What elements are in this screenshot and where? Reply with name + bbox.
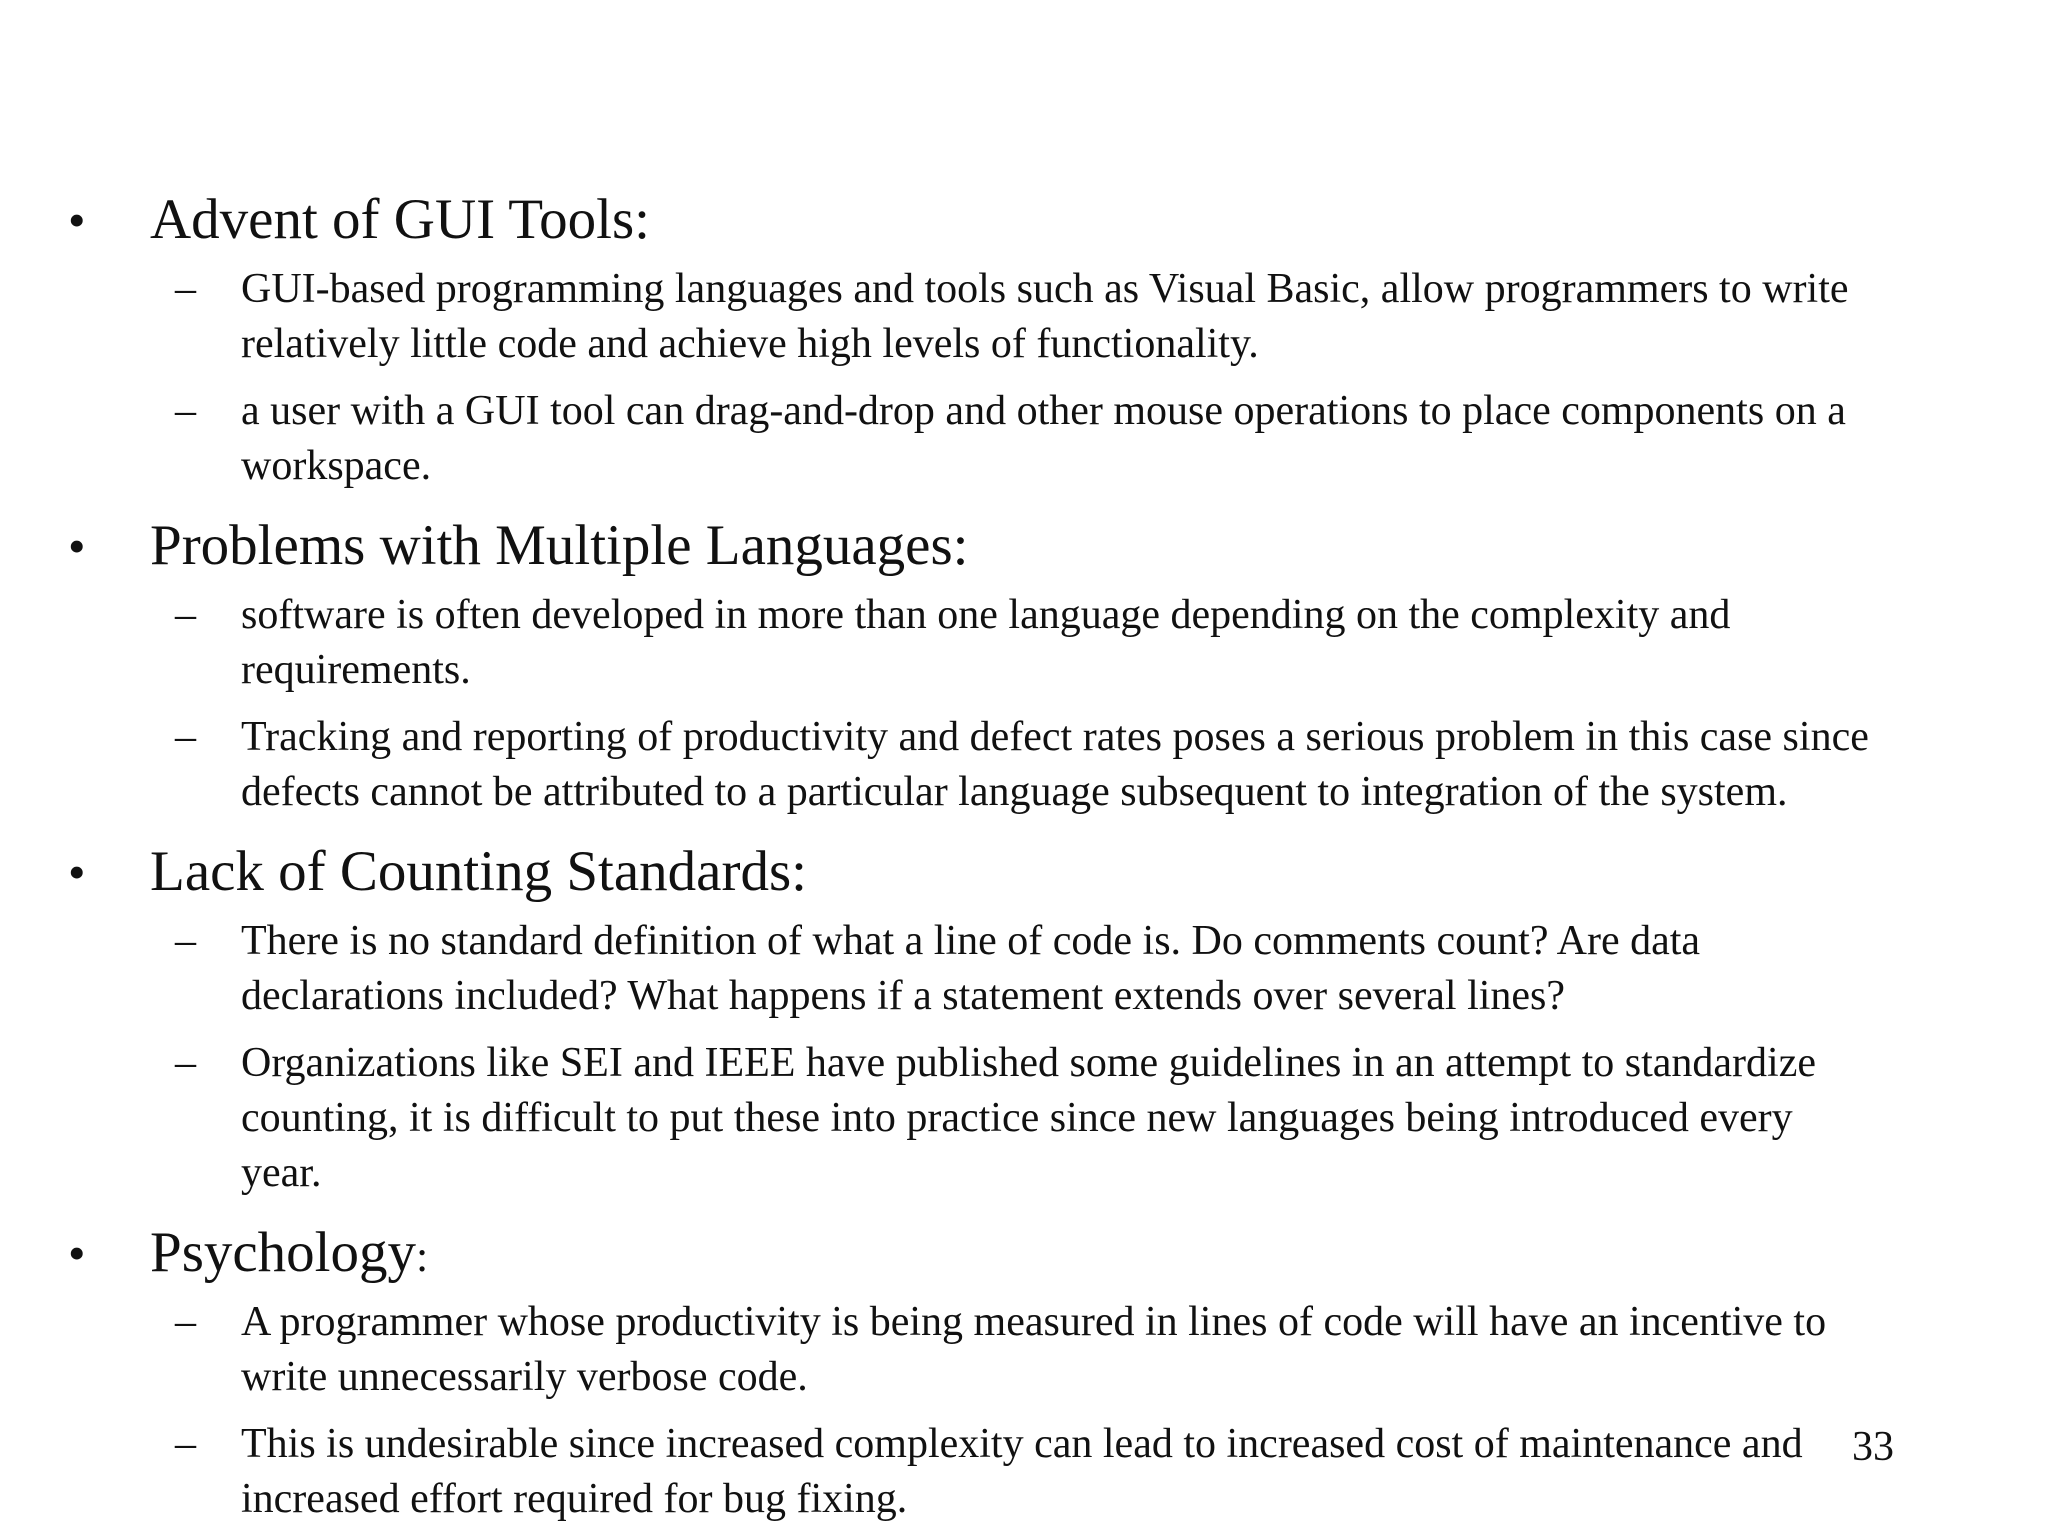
sub-list	[0, 586, 2048, 820]
bullet-problems-with-multiple-languages	[0, 506, 2048, 820]
sub-item	[0, 1295, 2048, 1405]
sub-item-line: requirements.	[241, 647, 471, 693]
sub-item	[0, 710, 2048, 820]
sub-item-line: increased effort required for bug fixing.	[241, 1476, 908, 1522]
bullet-heading: Psychology	[150, 1221, 417, 1284]
sub-item-line: workspace.	[241, 443, 432, 489]
sub-item	[0, 262, 2048, 372]
sub-list	[0, 912, 2048, 1201]
sub-item	[0, 1417, 2048, 1527]
bullet-heading: Advent of GUI Tools:	[150, 188, 651, 251]
sub-item-line: software is often developed in more than one language depending on the complexity and	[241, 592, 1731, 638]
sub-item	[0, 914, 2048, 1024]
sub-list	[0, 260, 2048, 494]
dash-icon: –	[175, 1299, 196, 1345]
sub-item-line: relatively little code and achieve high levels of functionality.	[241, 321, 1259, 367]
sub-item-line: counting, it is difficult to put these into practice since new languages being introduced every	[241, 1095, 1793, 1141]
sub-item	[0, 588, 2048, 698]
sub-item-line: a user with a GUI tool can drag-and-drop and other mouse operations to place components on a	[241, 388, 1846, 434]
bullet-dot-icon: •	[68, 1225, 86, 1281]
bullet-heading: Problems with Multiple Languages:	[150, 514, 969, 577]
bullet-dot-icon: •	[68, 844, 86, 900]
sub-item	[0, 384, 2048, 494]
dash-icon: –	[175, 714, 196, 760]
sub-item-line: defects cannot be attributed to a particular language subsequent to integration of the system.	[241, 769, 1788, 815]
sub-item-line: There is no standard definition of what a line of code is. Do comments count? Are data	[241, 918, 1701, 964]
sub-item-line: declarations included? What happens if a statement extends over several lines?	[241, 973, 1566, 1019]
sub-item-line: Organizations like SEI and IEEE have published some guidelines in an attempt to standardize	[241, 1040, 1816, 1086]
dash-icon: –	[175, 388, 196, 434]
dash-icon: –	[175, 918, 196, 964]
bullet-list	[0, 180, 2048, 1539]
dash-icon: –	[175, 266, 196, 312]
sub-list	[0, 1293, 2048, 1527]
dash-icon: –	[175, 1421, 196, 1467]
bullet-psychology	[0, 1213, 2048, 1527]
bullet-lack-of-counting-standards	[0, 832, 2048, 1201]
sub-item-line: A programmer whose productivity is being measured in lines of code will have an incentive to	[241, 1299, 1827, 1345]
sub-item-line: write unnecessarily verbose code.	[241, 1354, 808, 1400]
bullet-heading-suffix: :	[416, 1232, 429, 1281]
sub-item	[0, 1036, 2048, 1201]
sub-item-line: year.	[241, 1150, 322, 1196]
bullet-dot-icon: •	[68, 518, 86, 574]
bullet-advent-of-gui-tools	[0, 180, 2048, 494]
page-number: 33	[1852, 1424, 1894, 1470]
bullet-heading: Lack of Counting Standards:	[150, 840, 807, 903]
sub-item-line: Tracking and reporting of productivity and defect rates poses a serious problem in this case since	[241, 714, 1869, 760]
dash-icon: –	[175, 1040, 196, 1086]
sub-item-line: GUI-based programming languages and tools such as Visual Basic, allow programmers to write	[241, 266, 1849, 312]
bullet-dot-icon: •	[68, 192, 86, 248]
sub-item-line: This is undesirable since increased complexity can lead to increased cost of maintenance and	[241, 1421, 1803, 1467]
dash-icon: –	[175, 592, 196, 638]
